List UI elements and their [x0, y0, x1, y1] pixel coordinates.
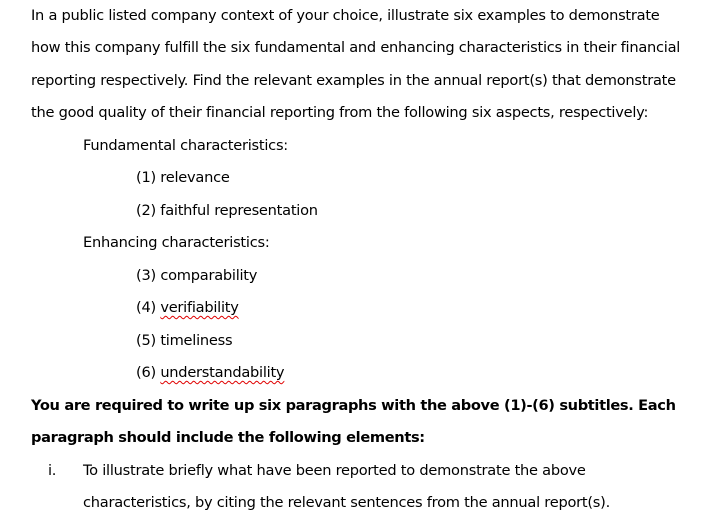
list-item-number: (5) — [136, 332, 161, 349]
intro-line-2: how this company fulfill the six fundamental and enhancing characteristics in their financial — [31, 39, 681, 56]
spellcheck-flagged-word[interactable]: verifiability — [160, 299, 239, 316]
list-item-number: (3) — [136, 267, 161, 284]
element-line-2: characteristics, by citing the relevant sentences from the annual report(s). — [83, 494, 610, 511]
requirement-line-1: You are required to write up six paragraphs with the above (1)-(6) subtitles. Each — [31, 397, 676, 414]
list-item-relevance: (1) relevance — [136, 169, 230, 186]
list-item-number: (4) — [136, 299, 161, 316]
spellcheck-flagged-word[interactable]: understandability — [160, 364, 285, 381]
list-item-word: timeliness — [160, 332, 233, 349]
list-item-faithful-representation: (2) faithful representation — [136, 202, 318, 219]
requirement-line-2: paragraph should include the following elements: — [31, 429, 425, 446]
enhancing-heading: Enhancing characteristics: — [83, 234, 270, 251]
list-item-timeliness — [136, 331, 232, 351]
list-item-number: (6) — [136, 364, 161, 381]
intro-line-3: reporting respectively. Find the relevant examples in the annual report(s) that demonstrate — [31, 72, 676, 89]
intro-line-4: the good quality of their financial reporting from the following six aspects, respectively: — [31, 104, 649, 121]
list-item-verifiability — [136, 298, 239, 318]
intro-line-1: In a public listed company context of your choice, illustrate six examples to demonstrate — [31, 7, 660, 24]
list-item-word: comparability — [160, 267, 258, 284]
fundamental-heading: Fundamental characteristics: — [83, 137, 288, 154]
list-item-comparability — [136, 266, 257, 286]
list-item-understandability — [136, 363, 284, 383]
list-marker-i: i. — [48, 462, 57, 479]
element-line-1: To illustrate briefly what have been reported to demonstrate the above — [83, 462, 586, 479]
